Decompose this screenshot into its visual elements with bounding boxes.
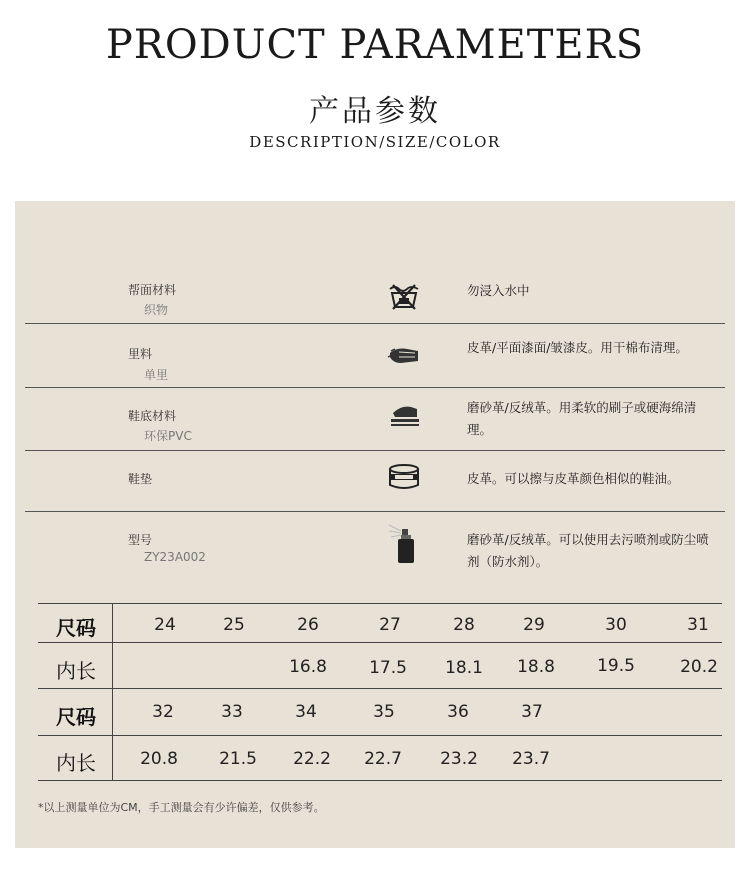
- measurement-note: *以上测量单位为CM，手工测量会有少许偏差，仅供参考。: [38, 801, 325, 814]
- wipe-cloth-icon: [387, 339, 421, 373]
- shoe-polish-icon: [387, 460, 421, 494]
- size-cell: 26: [297, 615, 319, 635]
- table-line: [38, 688, 722, 689]
- size-label: 尺码: [56, 705, 96, 729]
- length-cell: 22.7: [364, 749, 402, 769]
- length-cell: 20.2: [680, 657, 718, 677]
- param-value: 环保PVC: [144, 429, 192, 443]
- no-soak-icon: [387, 279, 421, 313]
- length-cell: 19.5: [597, 656, 635, 676]
- care-text: 皮革。可以擦与皮革颜色相似的鞋油。: [467, 471, 680, 486]
- table-line: [38, 603, 722, 604]
- divider: [25, 387, 725, 388]
- divider: [25, 511, 725, 512]
- size-cell: 29: [523, 615, 545, 635]
- param-value: 单里: [144, 368, 169, 382]
- size-cell: 37: [521, 702, 543, 722]
- care-text: 皮革/平面漆面/皱漆皮。用干棉布清理。: [467, 340, 688, 355]
- page-caption: DESCRIPTION/SIZE/COLOR: [249, 133, 501, 151]
- size-cell: 34: [295, 702, 317, 722]
- table-line: [38, 780, 722, 781]
- size-cell: 36: [447, 702, 469, 722]
- param-value: 织物: [144, 303, 169, 317]
- length-cell: 16.8: [289, 657, 327, 677]
- param-value: ZY23A002: [144, 550, 206, 564]
- length-cell: 17.5: [369, 658, 407, 678]
- page-subtitle: 产品参数: [309, 94, 441, 129]
- size-cell: 33: [221, 702, 243, 722]
- care-text: 磨砂革/反绒革。可以使用去污喷剂或防尘喷剂（防水剂）。: [467, 532, 709, 569]
- brush-icon: [387, 399, 421, 433]
- length-cell: 23.2: [440, 749, 478, 769]
- size-cell: 24: [154, 615, 176, 635]
- divider: [25, 323, 725, 324]
- length-cell: 18.8: [517, 657, 555, 677]
- table-divider: [112, 603, 113, 780]
- param-label: 型号: [128, 533, 153, 547]
- length-cell: 23.7: [512, 749, 550, 769]
- table-line: [38, 642, 722, 643]
- length-cell: 18.1: [445, 658, 483, 678]
- size-cell: 30: [605, 615, 627, 635]
- size-cell: 31: [687, 615, 709, 635]
- page-title: PRODUCT PARAMETERS: [105, 22, 645, 68]
- spray-can-icon: [387, 521, 421, 565]
- size-cell: 32: [152, 702, 174, 722]
- table-line: [38, 735, 722, 736]
- size-cell: 35: [373, 702, 395, 722]
- size-cell: 25: [223, 615, 245, 635]
- divider: [25, 450, 725, 451]
- care-text: 磨砂革/反绒革。用柔软的刷子或硬海绵清理。: [467, 400, 697, 437]
- size-cell: 27: [379, 615, 401, 635]
- length-label: 内长: [56, 751, 96, 775]
- parameters-panel: [15, 201, 735, 848]
- param-label: 里料: [128, 347, 153, 361]
- length-cell: 22.2: [293, 749, 331, 769]
- care-text: 勿浸入水中: [467, 283, 530, 298]
- size-cell: 28: [453, 615, 475, 635]
- param-label: 帮面材料: [128, 283, 177, 297]
- length-label: 内长: [56, 659, 96, 683]
- param-label: 鞋底材料: [128, 409, 177, 423]
- length-cell: 21.5: [219, 749, 257, 769]
- param-label: 鞋垫: [128, 472, 153, 486]
- size-label: 尺码: [56, 616, 96, 640]
- length-cell: 20.8: [140, 749, 178, 769]
